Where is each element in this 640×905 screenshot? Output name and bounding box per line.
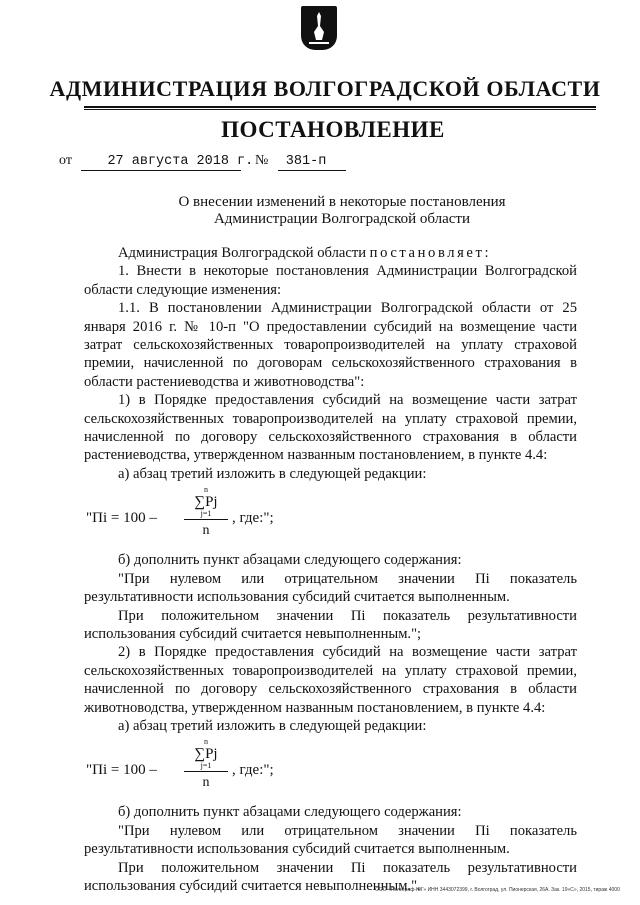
quote-2-2: При положительном значении Пi показатель результативности использования субсидий считается невыполненным.". [84,859,577,894]
quote-1-1: "При нулевом или отрицательном значении Пi показатель результативности использования субсидий считается выполненным. [84,570,577,606]
subparagraph-2-a: а) абзац третий изложить в следующей редакции: [118,717,427,734]
sum-numerator: ∑Pj [194,746,218,763]
formula-lhs: "Пi = 100 – [86,510,157,527]
subparagraph-1-a: а) абзац третий изложить в следующей редакции: [118,465,427,482]
subparagraph-1-b: б) дополнить пункт абзацами следующего содержания: [118,552,462,569]
formula-lhs: "Пi = 100 – [86,762,157,779]
paragraph-1-1: 1.1. В постановлении Администрации Волгоградской области от 25 января 2016 г. № 10-п "О предоставлении субсидий на возмещение части затрат сельскохозяйственных товаропроизводителей на уплату страховой премии, начисленной по договорам сельскохозяйственного страхования в области растениеводства и животноводства": [84,300,577,390]
fraction-denominator: n [202,523,210,539]
title-rule [84,106,596,108]
coat-of-arms-icon [301,6,337,50]
paragraph-1: 1. Внести в некоторые постановления Администрации Волгоградской области следующие изменения: [84,263,577,298]
sum-upper-limit: n [204,737,208,747]
formula-fraction [184,485,228,540]
formula-1 [84,485,577,547]
formula-fraction [184,737,228,792]
organization-title: АДМИНИСТРАЦИЯ ВОЛГОГРАДСКОЙ ОБЛАСТИ [49,76,601,101]
intro-text: Администрация Волгоградской области [118,245,370,261]
number-label: № [254,153,269,168]
document-date: 27 августа 2018 г. [81,154,241,171]
formula-2 [84,737,577,799]
quote-1-2: При положительном значении Пi показатель результативности использования субсидий считается невыполненным."; [84,607,577,642]
document-type: ПОСТАНОВЛЕНИЕ [221,117,445,142]
quote-2-1: "При нулевом или отрицательном значении Пi показатель результативности использования субсидий считается выполненным. [84,822,577,858]
subject-line-2: Администрации Волгоградской области [213,211,471,227]
sum-upper-limit: n [204,485,208,495]
fraction-denominator: n [202,775,210,791]
subparagraph-1: 1) в Порядке предоставления субсидий на возмещение части затрат сельскохозяйственных товаропроизводителей на уплату страховой премии, начисленной по договору сельскохозяйственного страхования в области растениеводства, утвержденном названным постановлением, в пункте 4.4: [84,392,577,464]
sum-lower-limit: j=1 [184,510,228,520]
subparagraph-2: 2) в Порядке предоставления субсидий на возмещение части затрат сельскохозяйственных товаропроизводителей на уплату страховой премии, начисленной по договору сельскохозяйственного страхования в области животноводства, утвержденном названным постановлением, в пункте 4.4: [84,644,577,716]
formula-rhs: , где:"; [232,510,274,527]
subparagraph-2-b: б) дополнить пункт абзацами следующего содержания: [118,804,462,821]
subject-line-1: О внесении изменений в некоторые постановления [178,194,506,210]
sum-numerator: ∑Pj [194,494,218,511]
document-body [84,244,577,895]
dateline [59,153,346,171]
intro-paragraph [84,244,577,262]
intro-decree-word: постановляет: [369,245,492,261]
sum-lower-limit: j=1 [184,762,228,772]
print-imprint: ООО «Полиграф-ЮГ» ИНН 3443072399, г. Волгоград, ул. Пионерская, 26А. Зак. 19«С», 2015, тираж 4000 [375,887,620,893]
formula-rhs: , где:"; [232,762,274,779]
date-from-label: от [59,153,72,168]
title-rule-thin [84,109,596,110]
document-subject [44,194,640,228]
document-number: 381-п [278,154,346,171]
